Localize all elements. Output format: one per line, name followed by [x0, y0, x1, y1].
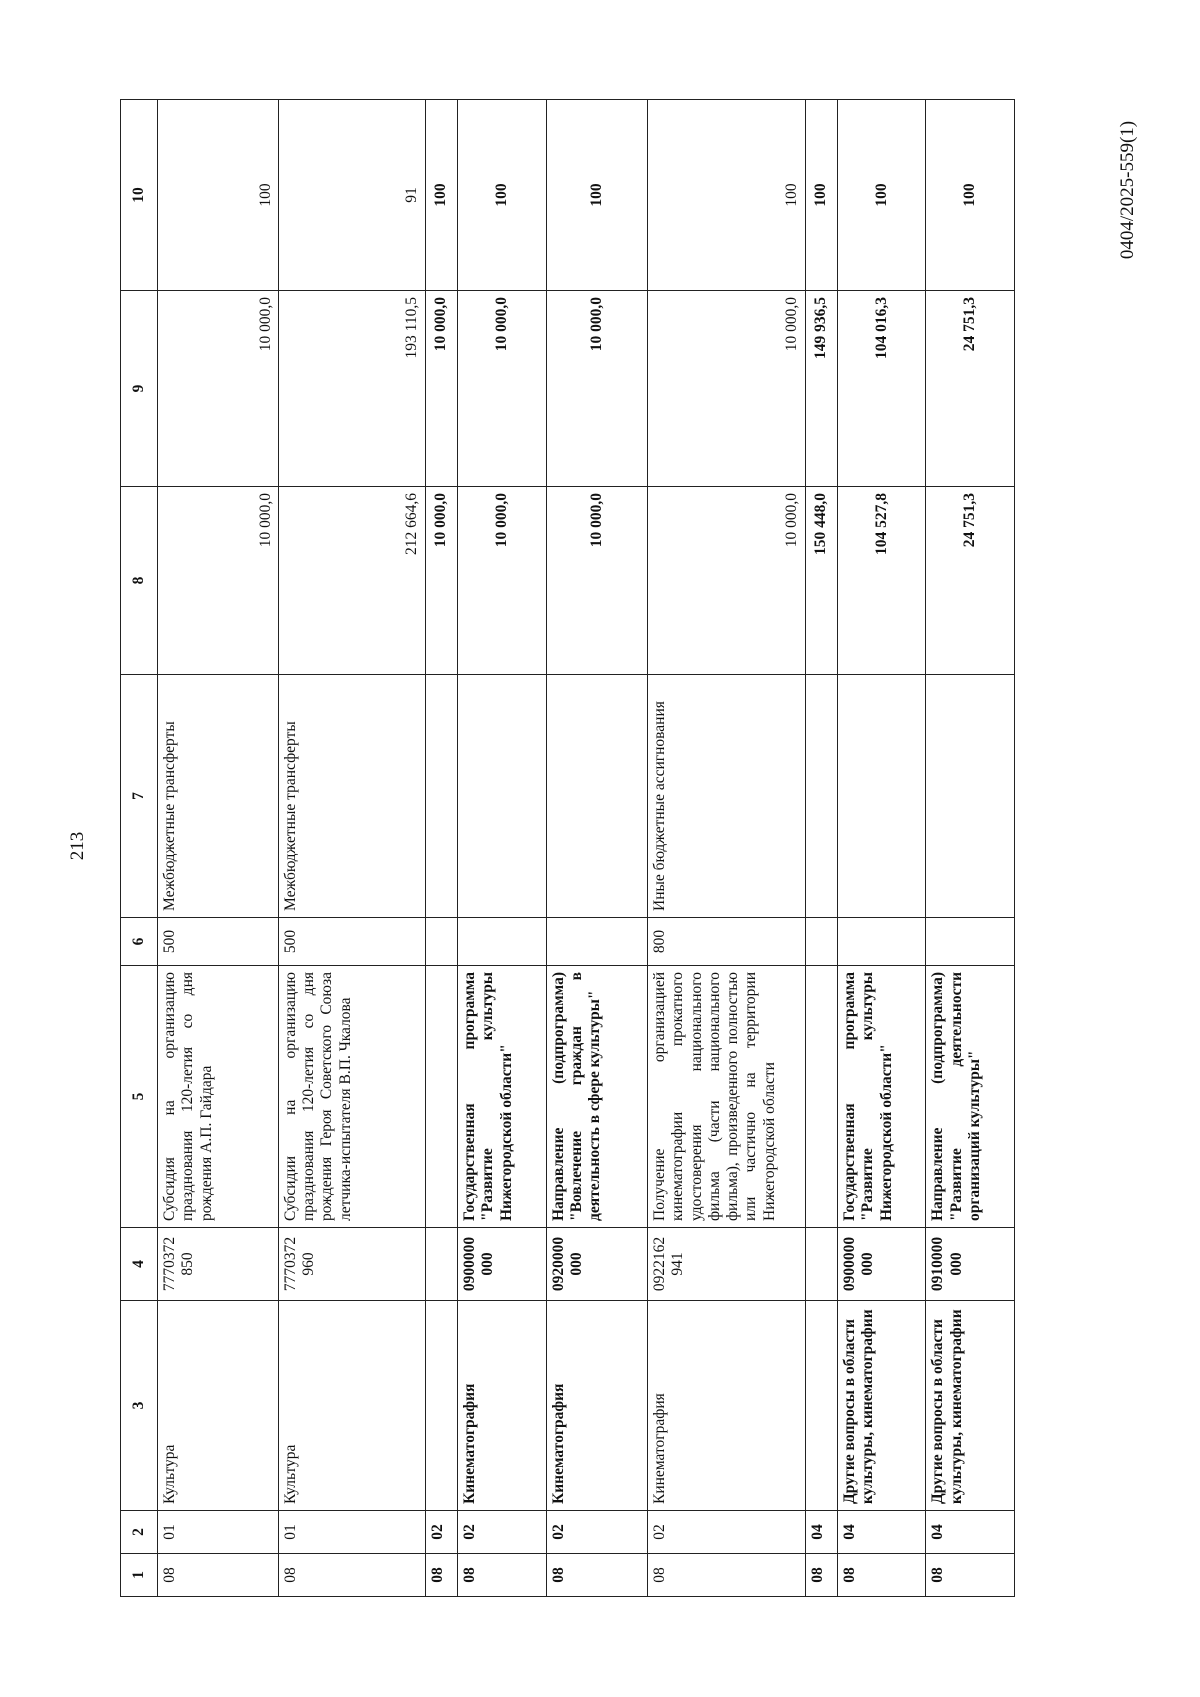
- execution-percent: 100: [158, 100, 279, 291]
- execution-percent: 100: [458, 100, 547, 291]
- expense-type-name: [425, 675, 457, 918]
- header-col-9: 9: [121, 291, 158, 487]
- target-article-code: 0910000 000: [926, 1228, 1015, 1301]
- header-col-8: 8: [121, 487, 158, 675]
- item-description: Субсидия на организацию празднования 120-летия со дня рождения А.П. Гайдара: [158, 966, 279, 1228]
- planned-amount: 10 000,0: [458, 487, 547, 675]
- section-code: 08: [805, 1554, 837, 1597]
- expense-type-code: 500: [278, 918, 425, 966]
- target-article-code: 0900000 000: [458, 1228, 547, 1301]
- planned-amount: 10 000,0: [546, 487, 647, 675]
- planned-amount: 10 000,0: [158, 487, 279, 675]
- expense-type-name: [805, 675, 837, 918]
- header-col-6: 6: [121, 918, 158, 966]
- executed-amount: 10 000,0: [458, 291, 547, 487]
- section-code: 08: [837, 1554, 926, 1597]
- target-article-code: 0900000 000: [837, 1228, 926, 1301]
- header-col-5: 5: [121, 966, 158, 1228]
- item-description: Субсидии на организацию празднования 120-летия со дня рождения Героя Советского Союза летчика-испытателя В.П. Чкалова: [278, 966, 425, 1228]
- execution-percent: 100: [837, 100, 926, 291]
- expense-type-code: 800: [647, 918, 805, 966]
- execution-percent: 100: [425, 100, 457, 291]
- subsection-name: Культура: [158, 1301, 279, 1511]
- executed-amount: 10 000,0: [425, 291, 457, 487]
- target-article-code: [425, 1228, 457, 1301]
- header-col-7: 7: [121, 675, 158, 918]
- expense-type-name: [926, 675, 1015, 918]
- table-row: [158, 100, 279, 1597]
- expense-type-code: 500: [158, 918, 279, 966]
- item-description: Направление (подпрограмма) "Вовлечение граждан в деятельность в сфере культуры": [546, 966, 647, 1228]
- table-row: [805, 100, 837, 1597]
- planned-amount: 24 751,3: [926, 487, 1015, 675]
- table-row: [926, 100, 1015, 1597]
- executed-amount: 10 000,0: [546, 291, 647, 487]
- header-col-3: 3: [121, 1301, 158, 1511]
- section-code: 08: [926, 1554, 1015, 1597]
- section-code: 08: [458, 1554, 547, 1597]
- subsection-name: Кинематография: [546, 1301, 647, 1511]
- table-row: [278, 100, 425, 1597]
- target-article-code: 0922162 941: [647, 1228, 805, 1301]
- page-number: 213: [67, 831, 88, 861]
- subsection-code: 01: [158, 1511, 279, 1554]
- executed-amount: 10 000,0: [158, 291, 279, 487]
- target-article-code: 0920000 000: [546, 1228, 647, 1301]
- subsection-name: Другие вопросы в области культуры, кинематографии: [926, 1301, 1015, 1511]
- subsection-name: Кинематография: [458, 1301, 547, 1511]
- table-row: [837, 100, 926, 1597]
- subsection-code: 04: [837, 1511, 926, 1554]
- subsection-name: Кинематография: [647, 1301, 805, 1511]
- executed-amount: 193 110,5: [278, 291, 425, 487]
- planned-amount: 10 000,0: [647, 487, 805, 675]
- executed-amount: 149 936,5: [805, 291, 837, 487]
- subsection-code: 02: [458, 1511, 547, 1554]
- subsection-name: Другие вопросы в области культуры, кинематографии: [837, 1301, 926, 1511]
- expense-type-code: [546, 918, 647, 966]
- section-code: 08: [158, 1554, 279, 1597]
- executed-amount: 24 751,3: [926, 291, 1015, 487]
- expense-type-name: Межбюджетные трансферты: [278, 675, 425, 918]
- target-article-code: [805, 1228, 837, 1301]
- expense-type-name: Иные бюджетные ассигнования: [647, 675, 805, 918]
- section-code: 08: [647, 1554, 805, 1597]
- planned-amount: 150 448,0: [805, 487, 837, 675]
- item-description: [805, 966, 837, 1228]
- item-description: Государственная программа "Развитие культуры Нижегородской области": [837, 966, 926, 1228]
- planned-amount: 10 000,0: [425, 487, 457, 675]
- subsection-code: 04: [926, 1511, 1015, 1554]
- expense-type-code: [926, 918, 1015, 966]
- planned-amount: 104 527,8: [837, 487, 926, 675]
- item-description: Получение организацией кинематографии прокатного удостоверения национального фильма (части национального фильма), произведенного полностью или частично на территории Нижегородской области: [647, 966, 805, 1228]
- item-description: Направление (подпрограмма) "Развитие деятельности организаций культуры": [926, 966, 1015, 1228]
- header-col-10: 10: [121, 100, 158, 291]
- section-code: 08: [278, 1554, 425, 1597]
- budget-sheet: [120, 100, 1015, 1597]
- expense-type-name: Межбюджетные трансферты: [158, 675, 279, 918]
- table-row: [458, 100, 547, 1597]
- execution-percent: 100: [805, 100, 837, 291]
- execution-percent: 100: [926, 100, 1015, 291]
- expense-type-code: [805, 918, 837, 966]
- header-col-1: 1: [121, 1554, 158, 1597]
- document-code: 0404/2025-559(1): [1117, 120, 1138, 260]
- subsection-name: [425, 1301, 457, 1511]
- expense-type-name: [458, 675, 547, 918]
- target-article-code: 7770372 850: [158, 1228, 279, 1301]
- section-code: 08: [546, 1554, 647, 1597]
- subsection-code: 02: [546, 1511, 647, 1554]
- expense-type-name: [837, 675, 926, 918]
- subsection-name: Культура: [278, 1301, 425, 1511]
- execution-percent: 91: [278, 100, 425, 291]
- expense-type-name: [546, 675, 647, 918]
- expense-type-code: [458, 918, 547, 966]
- executed-amount: 104 016,3: [837, 291, 926, 487]
- execution-percent: 100: [647, 100, 805, 291]
- header-col-2: 2: [121, 1511, 158, 1554]
- expense-type-code: [425, 918, 457, 966]
- target-article-code: 7770372 960: [278, 1228, 425, 1301]
- subsection-code: 02: [647, 1511, 805, 1554]
- planned-amount: 212 664,6: [278, 487, 425, 675]
- header-col-4: 4: [121, 1228, 158, 1301]
- execution-percent: 100: [546, 100, 647, 291]
- section-code: 08: [425, 1554, 457, 1597]
- subsection-code: 04: [805, 1511, 837, 1554]
- table-row: [425, 100, 457, 1597]
- budget-table: [120, 99, 1015, 1597]
- subsection-code: 02: [425, 1511, 457, 1554]
- table-body: [158, 100, 1015, 1597]
- item-description: [425, 966, 457, 1228]
- subsection-code: 01: [278, 1511, 425, 1554]
- executed-amount: 10 000,0: [647, 291, 805, 487]
- expense-type-code: [837, 918, 926, 966]
- item-description: Государственная программа "Развитие культуры Нижегородской области": [458, 966, 547, 1228]
- subsection-name: [805, 1301, 837, 1511]
- table-row: [647, 100, 805, 1597]
- table-row: [546, 100, 647, 1597]
- table-header-row: [121, 100, 158, 1597]
